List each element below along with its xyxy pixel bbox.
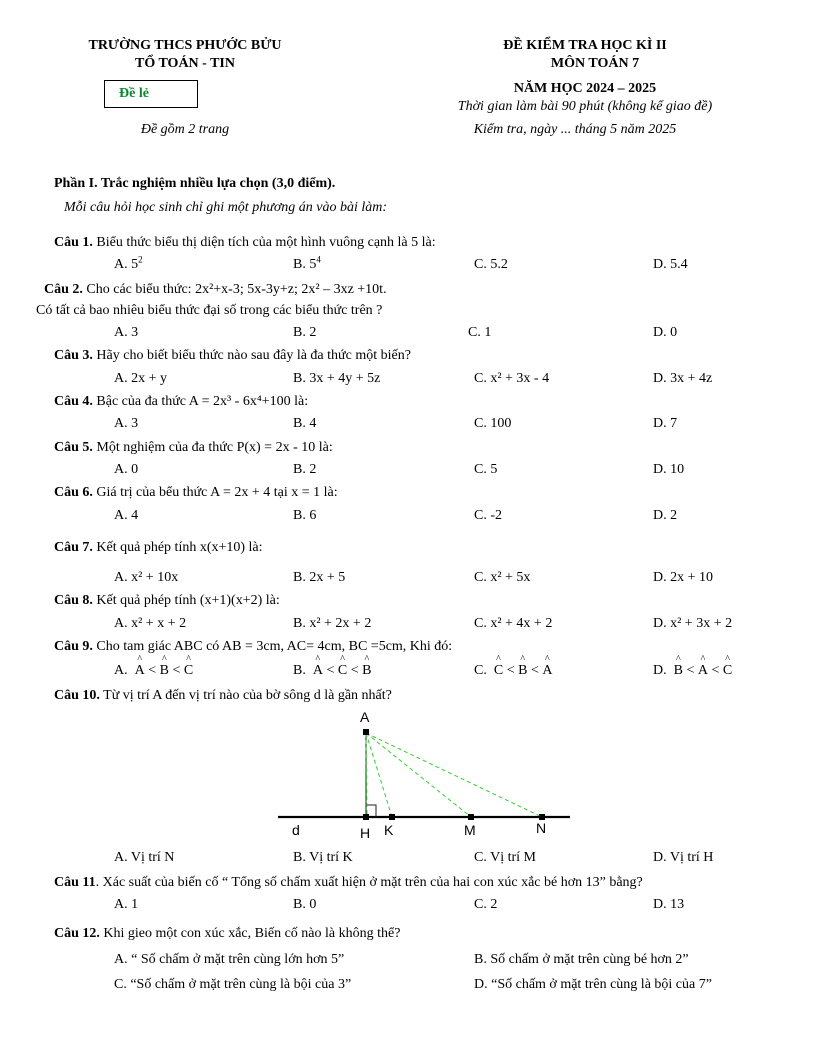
point-A bbox=[363, 729, 369, 735]
question-label: Câu 6. bbox=[54, 485, 93, 500]
segment-AN bbox=[366, 733, 542, 817]
q10-option-c[interactable]: C. Vị trí M bbox=[474, 850, 536, 865]
q12-option-b[interactable]: B. Số chấm ở mặt trên cùng bé hơn 2” bbox=[474, 952, 689, 967]
question-text: Bậc của đa thức A = 2x³ - 6x⁴+100 là: bbox=[92, 394, 309, 409]
q6-option-b[interactable]: B. 6 bbox=[293, 508, 317, 523]
label-M: M bbox=[464, 822, 476, 838]
q1-option-a[interactable]: A. $5^2$ bbox=[114, 254, 143, 272]
q5-option-a[interactable]: A. 0 bbox=[114, 462, 139, 477]
label-H: H bbox=[360, 825, 371, 841]
edition-label: Đề lẻ bbox=[119, 86, 149, 101]
question-text: Kết quả phép tính (x+1)(x+2) là: bbox=[92, 593, 280, 608]
segment-AK bbox=[366, 733, 392, 817]
part1-title: Phần I. Trắc nghiệm nhiều lựa chọn (3,0 điểm). bbox=[54, 176, 336, 191]
q10-option-b[interactable]: B. Vị trí K bbox=[293, 850, 353, 865]
exam-date: Kiểm tra, ngày ... tháng 5 năm 2025 bbox=[473, 122, 677, 137]
segment-AM bbox=[366, 733, 471, 817]
question-7 bbox=[54, 540, 263, 557]
q6-option-c[interactable]: C. -2 bbox=[474, 508, 502, 523]
q7-option-d[interactable]: D. 2x + 10 bbox=[653, 570, 714, 585]
q2-option-c[interactable]: C. 1 bbox=[468, 325, 492, 340]
exam-title: ĐỀ KIỂM TRA HỌC KÌ II bbox=[503, 38, 667, 53]
exam-duration: Thời gian làm bài 90 phút (không kể giao đề) bbox=[457, 99, 713, 114]
question-1 bbox=[54, 235, 436, 252]
q7-option-c[interactable]: C. x² + 5x bbox=[474, 570, 531, 585]
q10-option-a[interactable]: A. Vị trí N bbox=[114, 850, 175, 865]
point-H bbox=[363, 814, 369, 820]
q9-option-b[interactable]: B. ^ A < ^ C < ^ B bbox=[293, 663, 371, 680]
question-4 bbox=[54, 394, 308, 411]
point-K bbox=[389, 814, 395, 820]
label-d: d bbox=[292, 822, 300, 838]
q1-option-c[interactable]: C. 5.2 bbox=[474, 257, 508, 272]
question-11 bbox=[54, 875, 643, 892]
q8-option-d[interactable]: D. x² + 3x + 2 bbox=[653, 616, 733, 631]
question-text: Cho các biểu thức: 2x²+x-3; 5x-3y+z; 2x² – 3xz +10t. bbox=[82, 282, 387, 297]
q3-option-c[interactable]: C. x² + 3x - 4 bbox=[474, 371, 550, 386]
question-2-subtext: Có tất cả bao nhiêu biểu thức đại số trong các biểu thức trên ? bbox=[36, 303, 383, 318]
question-text: Khi gieo một con xúc xắc, Biến cố nào là không thể? bbox=[99, 926, 401, 941]
q6-option-d[interactable]: D. 2 bbox=[653, 508, 678, 523]
q8-option-c[interactable]: C. x² + 4x + 2 bbox=[474, 616, 553, 631]
q2-option-a[interactable]: A. 3 bbox=[114, 325, 139, 340]
pages-note: Đề gồm 2 trang bbox=[140, 122, 230, 137]
q9-option-d[interactable]: D. ^ B < ^ A < ^ C bbox=[653, 663, 732, 680]
question-text: Hãy cho biết biểu thức nào sau đây là đa thức một biến? bbox=[92, 348, 411, 363]
river-distance-figure bbox=[270, 706, 580, 844]
point-M bbox=[468, 814, 474, 820]
q4-option-d[interactable]: D. 7 bbox=[653, 416, 678, 431]
question-5 bbox=[54, 440, 333, 457]
q2-option-d[interactable]: D. 0 bbox=[653, 325, 678, 340]
question-6 bbox=[54, 485, 338, 502]
question-label: Câu 4. bbox=[54, 394, 93, 409]
question-label: Câu 9. bbox=[54, 639, 93, 654]
part1-instruction: Mỗi câu hỏi học sinh chỉ ghi một phương án vào bài làm: bbox=[64, 200, 388, 215]
question-label: Câu 1. bbox=[54, 235, 93, 250]
q1-option-b[interactable]: B. $5^4$ bbox=[293, 254, 321, 272]
q11-option-b[interactable]: B. 0 bbox=[293, 897, 317, 912]
q3-option-b[interactable]: B. 3x + 4y + 5z bbox=[293, 371, 381, 386]
question-label: Câu 10. bbox=[54, 688, 100, 703]
question-label: Câu 8. bbox=[54, 593, 93, 608]
question-text: Biểu thức biểu thị diện tích của một hình vuông cạnh là 5 là: bbox=[92, 235, 436, 250]
label-K: K bbox=[384, 822, 394, 838]
question-label: Câu 5. bbox=[54, 440, 93, 455]
question-label: Câu 7. bbox=[54, 540, 93, 555]
q4-option-c[interactable]: C. 100 bbox=[474, 416, 512, 431]
question-2 bbox=[44, 282, 387, 299]
question-label: Câu 3. bbox=[54, 348, 93, 363]
q5-option-c[interactable]: C. 5 bbox=[474, 462, 498, 477]
question-12 bbox=[54, 926, 400, 943]
q12-option-a[interactable]: A. “ Số chấm ở mặt trên cùng lớn hơn 5” bbox=[114, 952, 345, 967]
q9-option-a[interactable]: A. ^ A < ^ B < ^ C bbox=[114, 663, 193, 680]
edition-box bbox=[104, 80, 198, 108]
question-text: Từ vị trí A đến vị trí nào của bờ sông d là gần nhất? bbox=[99, 688, 392, 703]
question-text: Giá trị của bểu thức A = 2x + 4 tại x = 1 là: bbox=[92, 485, 338, 500]
question-text: . Xác suất của biến cố “ Tổng số chấm xuất hiện ở mặt trên của hai con xúc xắc bé hơn 13” bằng? bbox=[95, 875, 643, 890]
q7-option-b[interactable]: B. 2x + 5 bbox=[293, 570, 346, 585]
q2-option-b[interactable]: B. 2 bbox=[293, 325, 317, 340]
department-name: TỔ TOÁN - TIN bbox=[135, 56, 235, 71]
q11-option-d[interactable]: D. 13 bbox=[653, 897, 685, 912]
q4-option-a[interactable]: A. 3 bbox=[114, 416, 139, 431]
question-3 bbox=[54, 348, 411, 365]
q3-option-a[interactable]: A. 2x + y bbox=[114, 371, 168, 386]
q5-option-b[interactable]: B. 2 bbox=[293, 462, 317, 477]
question-8 bbox=[54, 593, 280, 610]
q8-option-b[interactable]: B. x² + 2x + 2 bbox=[293, 616, 372, 631]
subject: MÔN TOÁN 7 bbox=[550, 56, 640, 71]
question-10 bbox=[54, 688, 392, 705]
question-text: Cho tam giác ABC có AB = 3cm, AC= 4cm, BC =5cm, Khi đó: bbox=[92, 639, 453, 654]
q12-option-d[interactable]: D. “Số chấm ở mặt trên cùng là bội của 7” bbox=[474, 977, 712, 992]
q4-option-b[interactable]: B. 4 bbox=[293, 416, 317, 431]
school-year: NĂM HỌC 2024 – 2025 bbox=[513, 81, 657, 96]
q11-option-c[interactable]: C. 2 bbox=[474, 897, 498, 912]
q1-option-d[interactable]: D. 5.4 bbox=[653, 257, 688, 272]
question-label: Câu 12. bbox=[54, 926, 100, 941]
question-label: Câu 11 bbox=[54, 875, 96, 890]
school-name: TRƯỜNG THCS PHƯỚC BỬU bbox=[88, 38, 282, 53]
question-text: Một nghiệm của đa thức P(x) = 2x - 10 là: bbox=[92, 440, 333, 455]
q3-option-d[interactable]: D. 3x + 4z bbox=[653, 371, 713, 386]
label-N: N bbox=[536, 820, 547, 836]
q7-option-a[interactable]: A. x² + 10x bbox=[114, 570, 179, 585]
question-label: Câu 2. bbox=[44, 282, 83, 297]
q5-option-d[interactable]: D. 10 bbox=[653, 462, 685, 477]
q12-option-c[interactable]: C. “Số chấm ở mặt trên cùng là bội của 3” bbox=[114, 977, 352, 992]
q10-option-d[interactable]: D. Vị trí H bbox=[653, 850, 714, 865]
q8-option-a[interactable]: A. x² + x + 2 bbox=[114, 616, 187, 631]
question-text: Kết quả phép tính x(x+10) là: bbox=[92, 540, 263, 555]
q11-option-a[interactable]: A. 1 bbox=[114, 897, 139, 912]
q9-option-c[interactable]: C. ^ C < ^ B < ^ A bbox=[474, 663, 552, 680]
question-9 bbox=[54, 639, 452, 656]
q6-option-a[interactable]: A. 4 bbox=[114, 508, 139, 523]
label-A: A bbox=[360, 709, 370, 725]
